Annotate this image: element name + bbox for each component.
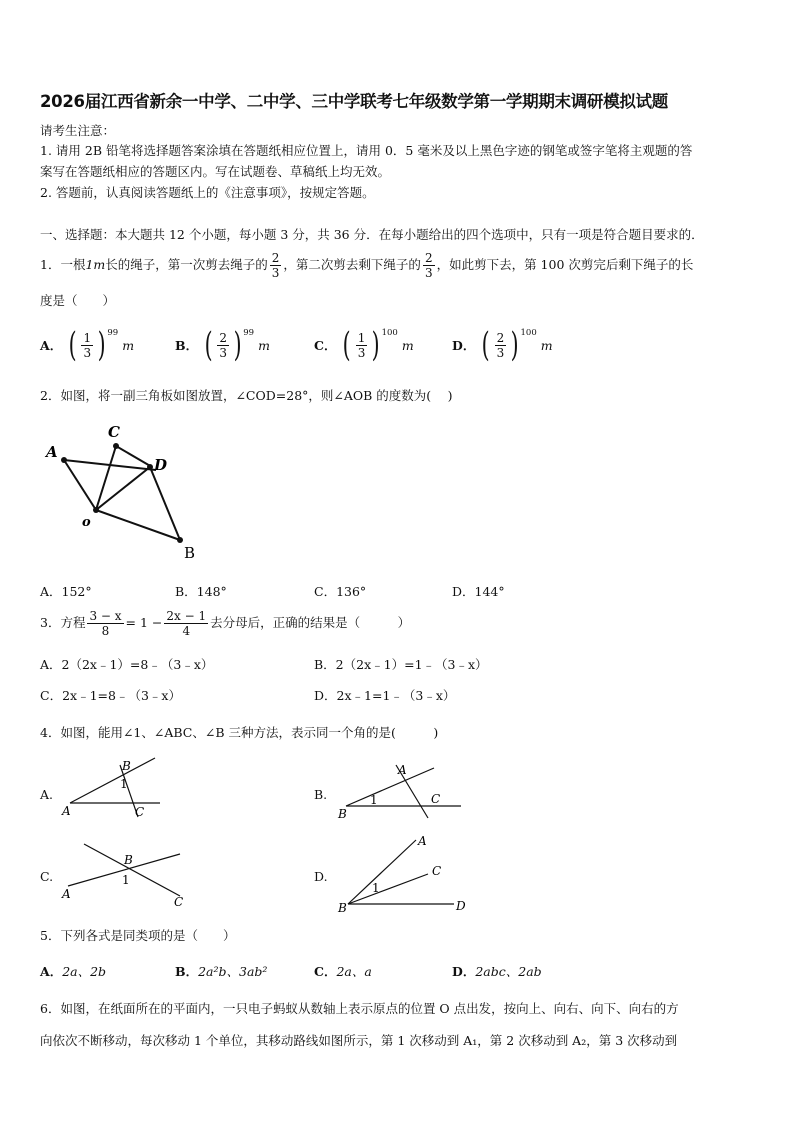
svg-text:C: C [135,805,145,819]
q1-option-d[interactable]: D． ( $\frac{2}{3}$ ) $^{100}$m [452,325,553,365]
q2-label-b: B [184,544,196,562]
notice-heading: 请考生注意： [40,123,116,138]
page-title: 2026届江西省新余一中学、二中学、三中学联考七年级数学第一学期期末调研模拟试题 [40,92,668,111]
svg-text:1: 1 [120,777,128,791]
q1-fraction-1: $\frac{2}{3}$ [271,251,280,280]
q1-part3: ，第二次剪去剩下绳子的 [283,257,421,272]
q2-label-c: C [108,423,120,441]
q1-option-b[interactable]: B． ( $\frac{2}{3}$ ) $^{99}$m [175,325,270,365]
question-1 [40,250,693,280]
q4-figure-b [336,760,466,824]
q4-option-d[interactable]: D. [314,869,328,884]
q1-option-c[interactable]: C． ( $\frac{1}{3}$ ) $^{100}$m [314,325,414,365]
svg-text:C: C [174,895,184,908]
q3-option-c[interactable]: C．2x﹣1=8﹣（3﹣x） [40,688,181,703]
q5-option-a[interactable]: A．2a、2b [40,964,107,979]
svg-text:A: A [62,887,71,901]
q4-figure-a [60,755,170,825]
q1-part2: 长的绳子，第一次剪去绳子的 [105,257,268,272]
question-2: 2．如图，将一副三角板如图放置，∠COD=28°，则∠AOB 的度数为( ) [40,388,453,403]
q2-option-c[interactable]: C．136° [314,584,367,599]
svg-text:D: D [456,899,466,913]
question-6-line-1: 6．如图，在纸面所在的平面内，一只电子蚂蚁从数轴上表示原点的位置 O 点出发，按向上、向右、向下、向右的方 [40,1001,679,1016]
q2-label-a: A [46,443,58,461]
notice-line-1a: 1. 请用 2B 铅笔将选择题答案涂填在答题纸相应位置上，请用 0．5 毫米及以上黑色字迹的钢笔或签字笔将主观题的答 [40,143,693,158]
notice-line-2: 2. 答题前，认真阅读答题纸上的《注意事项》，按规定答题。 [40,185,375,200]
q4-option-c[interactable]: C. [40,869,54,884]
question-6-line-2: 向依次不断移动，每次移动 1 个单位，其移动路线如图所示，第 1 次移动到 A₁，第 2 次移动到 A₂，第 3 次移动到 [40,1033,678,1048]
q5-option-d[interactable]: D．2abc、2ab [452,964,542,979]
svg-text:A: A [418,834,427,848]
svg-text:C: C [431,792,441,806]
svg-text:B: B [338,807,347,821]
q2-figure [40,420,210,570]
svg-text:A: A [62,804,71,818]
q3-option-d[interactable]: D．2x﹣1=1﹣（3﹣x） [314,688,456,703]
q4-option-a[interactable]: A. [40,787,54,802]
q4-option-b[interactable]: B. [314,787,328,802]
question-5: 5．下列各式是同类项的是（ ） [40,928,236,943]
svg-text:1: 1 [122,873,130,887]
svg-text:1: 1 [372,881,380,895]
q1-part4: ，如此剪下去，第 100 次剪完后剩下绳子的长 [436,257,694,272]
q2-option-a[interactable]: A．152° [40,584,92,599]
q2-label-o: o [82,515,91,530]
q3-option-a[interactable]: A．2（2x﹣1）=8﹣（3﹣x） [40,657,214,672]
q1-option-a[interactable]: A． ( $\frac{1}{3}$ ) $^{99}$m [40,325,135,365]
q2-option-b[interactable]: B．148° [175,584,227,599]
q1-fraction-2: $\frac{2}{3}$ [424,251,433,280]
section-heading: 一、选择题：本大题共 12 个小题，每小题 3 分，共 36 分．在每小题给出的四个选项中，只有一项是符合题目要求的． [40,227,704,242]
q4-figure-c [60,838,190,908]
svg-text:B: B [124,853,133,867]
notice-line-1b: 案写在答题纸相应的答题区内。写在试题卷、草稿纸上均无效。 [40,164,391,179]
q3-fraction-1: $\frac{3 - x}{8}$ [89,609,122,638]
q4-figure-d [336,832,476,917]
question-4: 4．如图，能用∠1、∠ABC、∠B 三种方法，表示同一个角的是( ) [40,725,439,740]
q1-line-2: 度是（ ） [40,293,116,308]
svg-text:B: B [338,901,347,915]
q2-label-d: D [154,456,168,474]
q5-option-b[interactable]: B．2a²b、3ab² [175,964,268,979]
svg-text:1: 1 [370,793,378,807]
q1-part1: 1．一根 [40,257,86,272]
q5-option-c[interactable]: C．2a、a [314,964,372,979]
svg-text:C: C [432,864,442,878]
svg-text:B: B [122,759,131,773]
svg-text:A: A [398,763,407,777]
q3-fraction-2: $\frac{2x - 1}{4}$ [166,609,207,638]
q3-option-b[interactable]: B．2（2x﹣1）=1﹣（3﹣x） [314,657,488,672]
q1-options [40,325,760,372]
question-3: 3．方程 $\frac{3 - x}{8}$ = 1 − $\frac{2x - 1}{4}$ 去分母后，正确的结果是（ ） [40,609,411,638]
q1-unit: 1m [85,257,106,272]
q2-option-d[interactable]: D．144° [452,584,505,599]
